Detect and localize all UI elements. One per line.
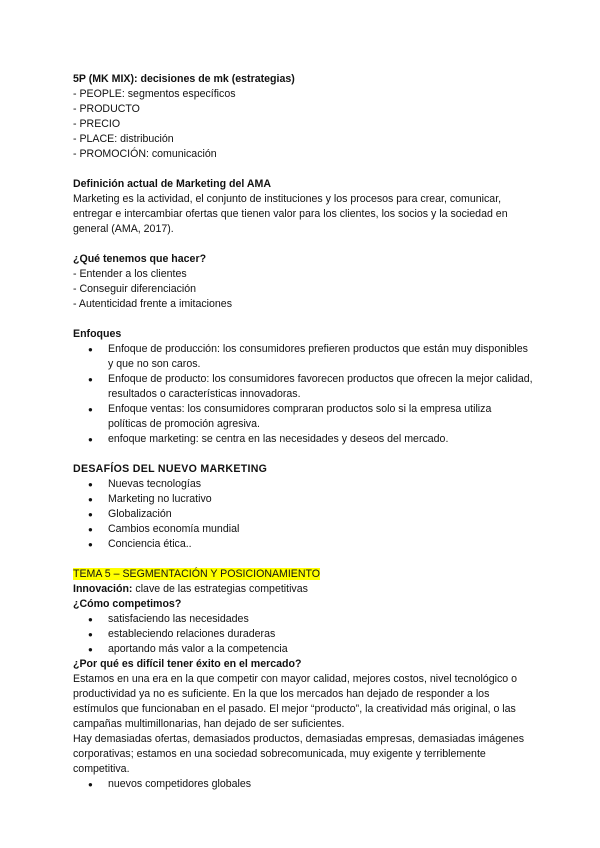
section-desafios-title: DESAFÍOS DEL NUEVO MARKETING	[73, 463, 268, 475]
list-item: ● aportando más valor a la competencia	[73, 642, 533, 657]
section-que-hacer-title: ¿Qué tenemos que hacer?	[73, 253, 207, 265]
innovacion-text: clave de las estrategias competitivas	[132, 583, 308, 595]
ama-definition-paragraph: Marketing es la actividad, el conjunto de instituciones y los procesos para crear, comunicar, entregar e intercambiar ofertas que tienen valor para los clientes, los socios y la sociedad en general (AMA, 2017).	[73, 193, 508, 235]
list-item: ● Conciencia ética..	[73, 537, 533, 552]
competimos-list	[73, 612, 533, 657]
list-item: ● Globalización	[73, 507, 533, 522]
list-item: ● Enfoque de producción: los consumidores prefieren productos que están muy disponibles y que no son caros.	[73, 342, 533, 372]
section-ama-title: Definición actual de Marketing del AMA	[73, 178, 271, 190]
list-item: - PROMOCIÓN: comunicación	[73, 148, 217, 160]
list-item: ● Enfoque de producto: los consumidores favorecen productos que ofrecen la mejor calidad, resultados o características innovadoras.	[73, 372, 533, 402]
list-item: ● enfoque marketing: se centra en las necesidades y deseos del mercado.	[73, 432, 533, 447]
list-item: - Conseguir diferenciación	[73, 283, 197, 295]
list-item: - PEOPLE: segmentos específicos	[73, 88, 236, 100]
list-item: ● Enfoque ventas: los consumidores compraran productos solo si la empresa utiliza políticas de promoción agresiva.	[73, 402, 533, 432]
list-item: ● Marketing no lucrativo	[73, 492, 533, 507]
list-item: ● nuevos competidores globales	[73, 777, 533, 792]
competidores-list	[73, 777, 533, 792]
list-item: ● estableciendo relaciones duraderas	[73, 627, 533, 642]
paragraph: Hay demasiadas ofertas, demasiados productos, demasiadas empresas, demasiadas imágenes corporativas; estamos en una sociedad sobrecomunicada, muy exigente y terriblemente competitiva.	[73, 733, 525, 775]
list-item: ● satisfaciendo las necesidades	[73, 612, 533, 627]
list-item: - PRECIO	[73, 118, 121, 130]
como-competimos-title: ¿Cómo competimos?	[73, 598, 182, 610]
innovacion-label: Innovación:	[73, 583, 133, 595]
list-item: - Autenticidad frente a imitaciones	[73, 298, 232, 310]
section-enfoques-title: Enfoques	[73, 328, 122, 340]
list-item: ● Cambios economía mundial	[73, 522, 533, 537]
tema5-heading	[73, 567, 533, 582]
list-item: - PRODUCTO	[73, 103, 140, 115]
desafios-list	[73, 477, 533, 552]
document-content	[73, 72, 533, 792]
list-item: - Entender a los clientes	[73, 268, 187, 280]
section-5p-title: 5P (MK MIX): decisiones de mk (estrategias)	[73, 73, 295, 85]
list-item: ● Nuevas tecnologías	[73, 477, 533, 492]
enfoques-list	[73, 342, 533, 447]
tema5-highlight: TEMA 5 – SEGMENTACIÓN Y POSICIONAMIENTO	[73, 568, 321, 580]
list-item: - PLACE: distribución	[73, 133, 174, 145]
paragraph: Estamos en una era en la que competir con mayor calidad, mejores costos, nivel tecnológico o productividad ya no es suficiente. En la que los mercados han dejado de responder a los estímulos que funcionaban en el pasado. El mejor “producto”, la creatividad más original, o las campañas multimillonarias, han dejado de ser suficientes.	[73, 673, 517, 730]
por-que-dificil-title: ¿Por qué es difícil tener éxito en el mercado?	[73, 658, 302, 670]
innovacion-line	[73, 582, 533, 597]
